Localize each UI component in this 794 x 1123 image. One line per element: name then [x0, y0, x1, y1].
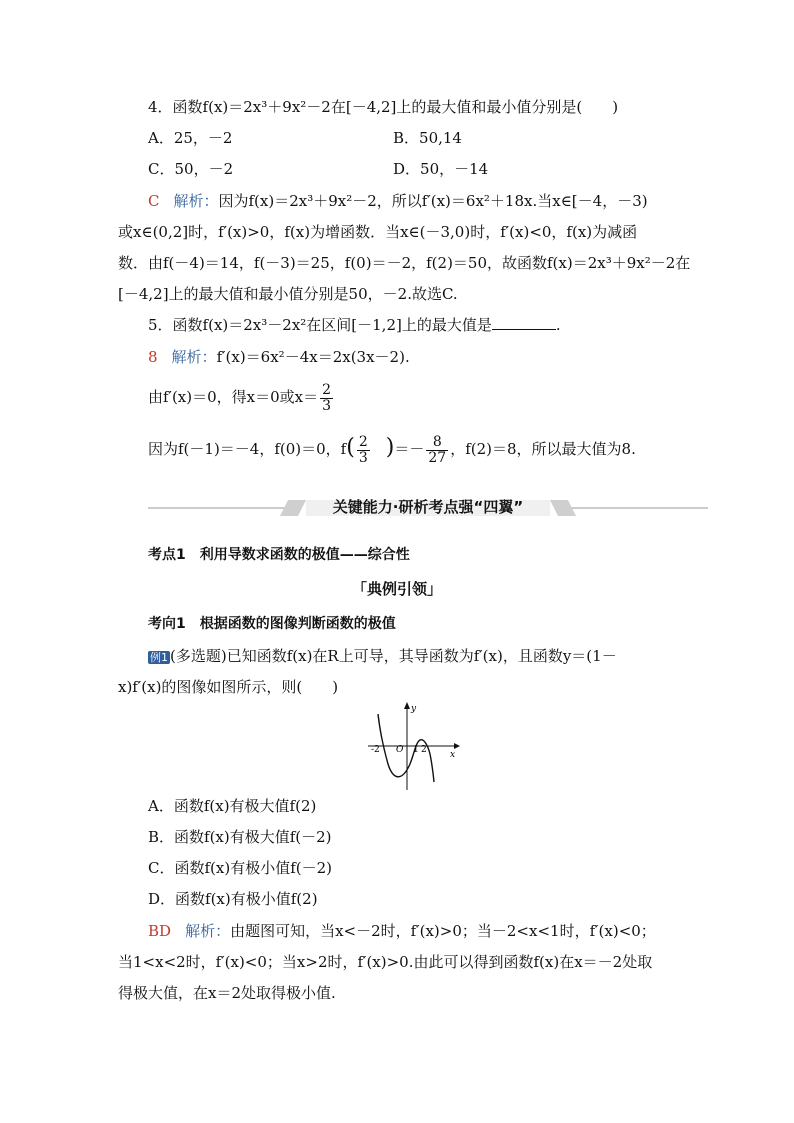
fraction-denominator: 27 [428, 449, 447, 466]
x-label: x [450, 750, 456, 760]
q4-solution-line-3: 数．由f(－4)＝14，f(－3)＝25，f(0)＝－2，f(2)＝50，故函数f(x)＝2x³＋9x²－2在 [118, 254, 691, 272]
q4-stem [148, 97, 618, 117]
example1-option-c: C．函数f(x)有极小值f(－2) [148, 859, 332, 877]
q4-option-c: C．50，－2 [148, 160, 234, 178]
q5-stem-end: . [555, 316, 561, 334]
q4-stem-suffix: 在[－4,2]上的最大值和最小值分别是( ) [330, 98, 619, 116]
example1-option-a: A．函数f(x)有极大值f(2) [148, 797, 317, 815]
q5-solution-text-3: 因为f(－1)＝－4，f(0)＝0，f [148, 440, 347, 458]
fraction-two-thirds-arg [357, 435, 370, 466]
example1-solution-text-1: 由题图可知，当x<－2时，f′(x)>0；当－2<x<1时，f′(x)<0； [230, 922, 656, 940]
q5-solution-label: 解析： [171, 348, 217, 366]
example1-solution-line-3: 得极大值，在x＝2处取得极小值. [118, 984, 336, 1002]
fraction-two-thirds [320, 383, 333, 414]
q5-solution-text-3-mid: ＝－ [394, 440, 425, 458]
example1-line-2: x)f′(x)的图像如图所示，则( ) [118, 678, 339, 696]
q4-solution-line-4: [－4,2]上的最大值和最小值分别是50，－2.故选C. [118, 285, 458, 303]
y-axis-arrow [404, 702, 410, 709]
example1-solution-line-1 [148, 921, 656, 941]
q4-solution-line-1 [148, 191, 648, 211]
q4-option-a: A．25，－2 [148, 129, 233, 147]
fraction-numerator: 8 [426, 435, 448, 451]
tick-neg2: -2 [371, 745, 380, 755]
example-badge: 例1 [150, 651, 168, 664]
q5-stem [148, 315, 561, 335]
left-paren: ( [346, 435, 355, 460]
section-banner [148, 494, 708, 524]
fraction-denominator: 3 [322, 397, 332, 414]
example1-solution-line-2: 当1<x<2时，f′(x)<0；当x>2时，f′(x)>0.由此可以得到函数f(x)在x＝－2处取 [118, 953, 653, 971]
q4-solution-label: 解析： [173, 192, 219, 210]
q4-solution-text-1: 因为f(x)＝2x³＋9x²－2，所以f′(x)＝6x²＋18x.当x∈[－4，－3) [218, 192, 648, 210]
q4-answer: C [148, 192, 160, 210]
q4-stem-prefix: 4．函数 [148, 98, 203, 116]
q4-option-d: D．50，－14 [393, 160, 489, 178]
q5-solution-line-2 [148, 380, 335, 414]
q5-solution-text-3-post: ，f(2)＝8，所以最大值为8. [450, 440, 636, 458]
origin-label: O [396, 745, 404, 755]
fraction-numerator: 2 [358, 433, 368, 450]
example1-option-b: B．函数f(x)有极大值f(－2) [148, 828, 332, 846]
derivative-graph [366, 702, 460, 792]
example1-line-1 [148, 646, 617, 666]
x-axis-arrow [454, 743, 460, 749]
tick-1: 1 [413, 745, 419, 755]
derivative-graph-svg [366, 702, 460, 792]
fraction-eight-27ths [426, 435, 448, 466]
kaodian-heading: 考点1 利用导数求函数的极值——综合性 [148, 547, 410, 563]
tick-2: 2 [421, 745, 427, 755]
example-lead-title: 「典例引领」 [351, 580, 442, 598]
q5-answer-blank [492, 315, 556, 330]
q4-stem-function: f(x)＝2x³＋9x²－2 [202, 98, 331, 116]
q5-solution-text-1: f′(x)＝6x²－4x＝2x(3x－2). [216, 348, 410, 366]
right-paren: ) [385, 435, 395, 460]
example1-text-1: (多选题)已知函数f(x)在R上可导，其导函数为f′(x)，且函数y＝(1－ [170, 647, 617, 665]
section-title: 关键能力·研析考点强“四翼” [332, 498, 524, 516]
q5-solution-line-3 [148, 430, 636, 467]
q5-stem-text: 5．函数f(x)＝2x³－2x²在区间[－1,2]上的最大值是 [148, 316, 492, 334]
example1-solution-label: 解析： [185, 922, 231, 940]
q4-solution-line-2: 或x∈(0,2]时，f′(x)>0，f(x)为增函数．当x∈(－3,0)时，f′(x)<0，f(x)为减函 [118, 223, 638, 241]
fraction-denominator: 3 [358, 449, 368, 466]
example1-answer: BD [148, 922, 172, 940]
fraction-numerator: 2 [322, 381, 332, 398]
q5-answer: 8 [148, 348, 158, 366]
q5-solution-text-2: 由f′(x)＝0，得x＝0或x＝ [148, 388, 319, 406]
q5-solution-line-1 [148, 347, 410, 367]
q4-option-b: B．50,14 [393, 129, 462, 147]
y-label: y [411, 704, 417, 714]
kaoxiang-heading: 考向1 根据函数的图像判断函数的极值 [148, 616, 396, 632]
example1-option-d: D．函数f(x)有极小值f(2) [148, 890, 318, 908]
